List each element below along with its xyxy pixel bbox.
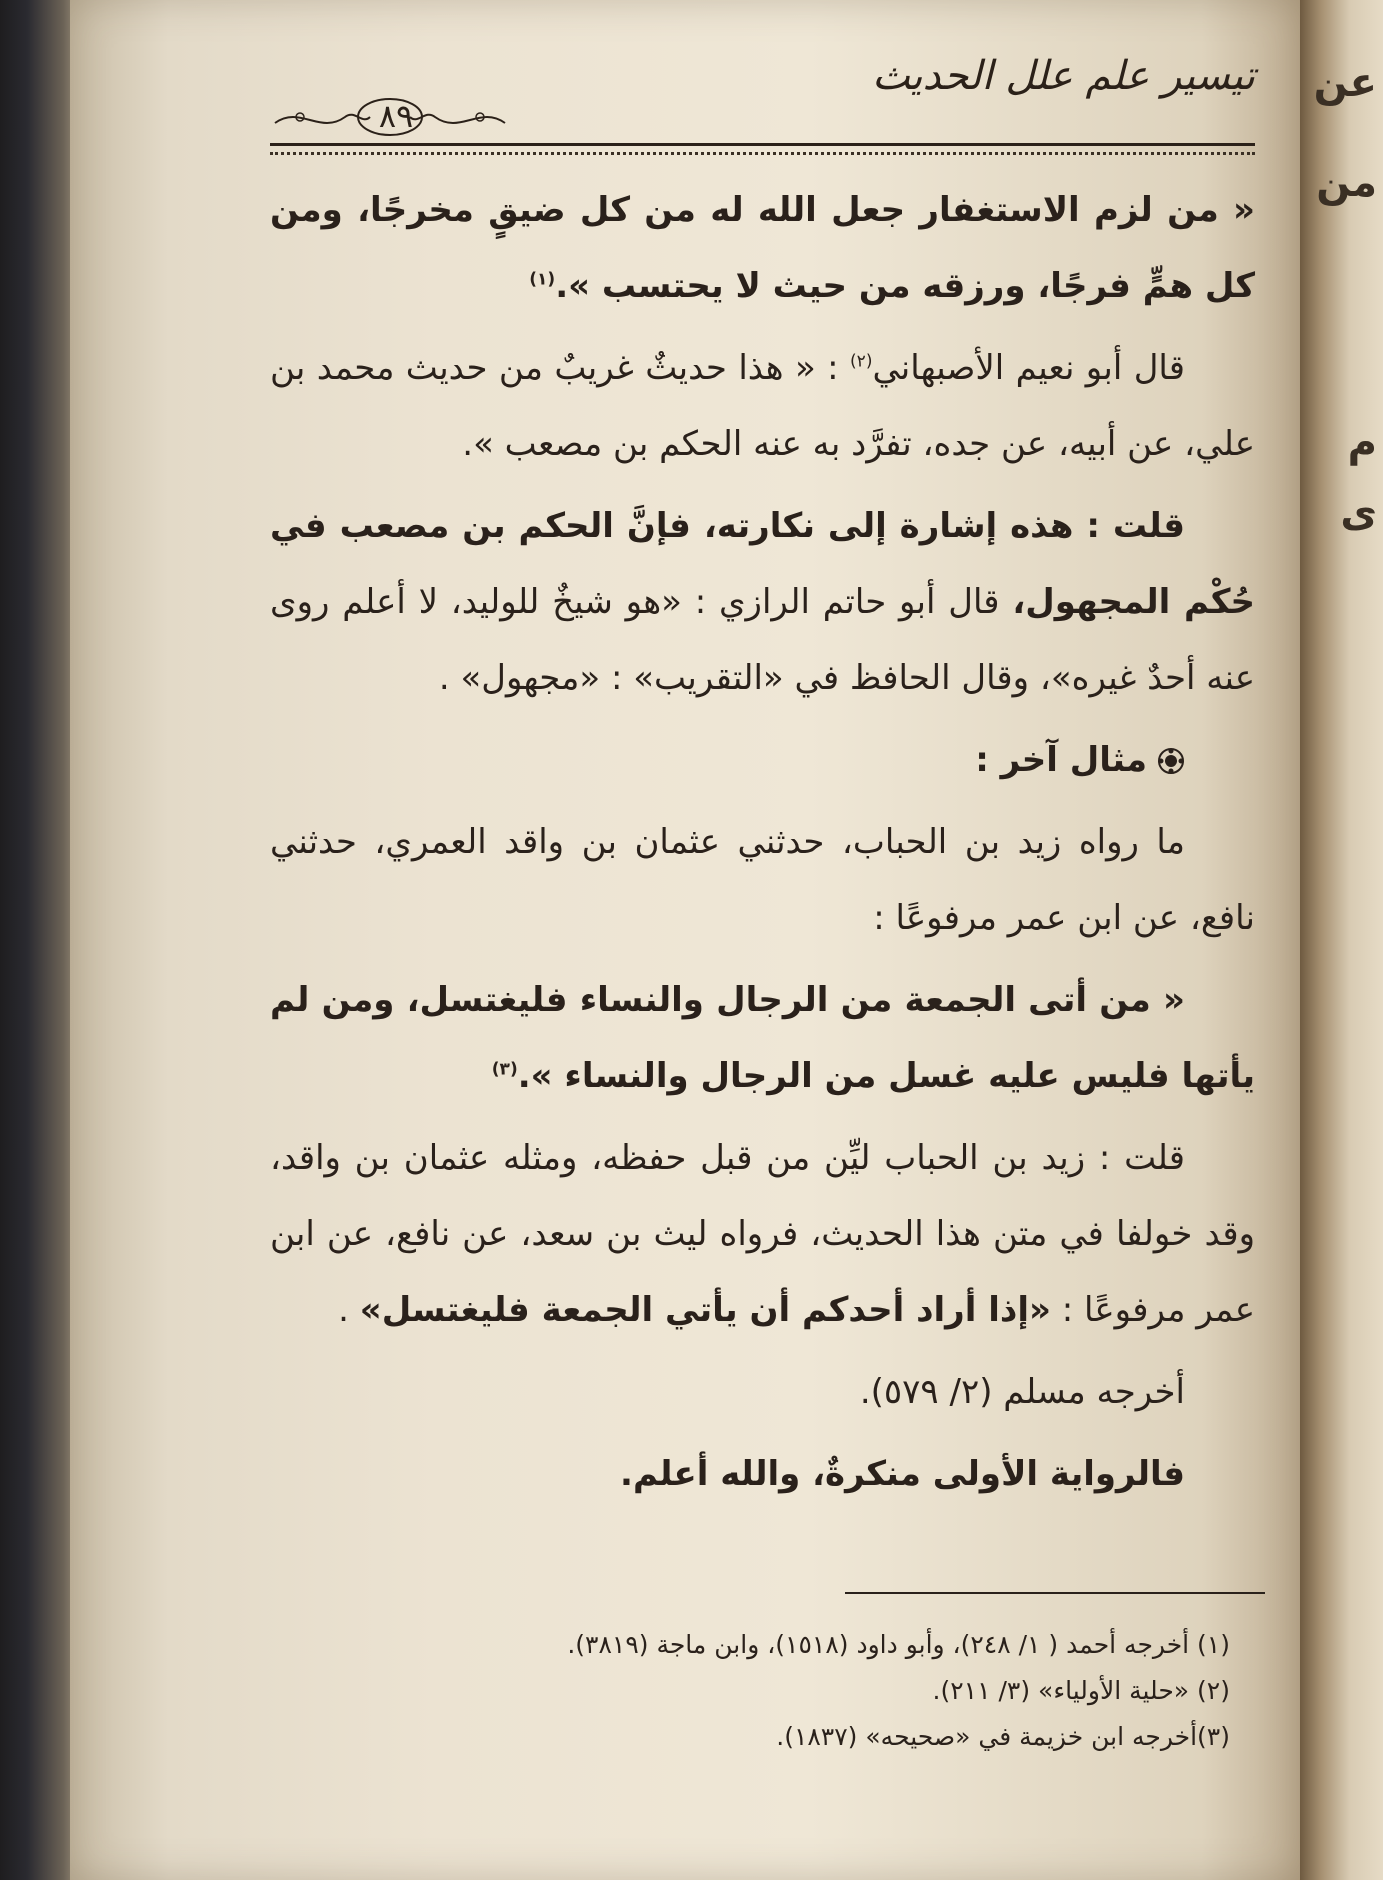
footnote-ref: (١): [529, 269, 556, 290]
footnote-ref: (٣): [491, 1059, 518, 1080]
page-body: [270, 172, 1255, 1518]
footnote-item: (١) أخرجه أحمد ( ١/ ٢٤٨)، وأبو داود (١٥١٨)، وابن ماجة (٣٨١٩).: [567, 1630, 1230, 1659]
hadith-line: فرجًا، ورزقه من حيث لا يحتسب ».: [555, 266, 1131, 306]
hadith-line: « من لزم الاستغفار جعل الله له من كل ضيقٍ مخرجًا، ومن كل همٍّ: [270, 190, 1255, 306]
footnote-rule: [845, 1592, 1265, 1594]
header-dotted-rule: [270, 152, 1255, 155]
section-heading-text: مثال آخر :: [975, 740, 1147, 780]
footnotes: [470, 1622, 1230, 1760]
paragraph-text: قال أبو حاتم الرازي : «هو شيخٌ للوليد، لا أعلم روى عنه أحدٌ غيره»، وقال الحافظ في «التقريب» : «مجهول» .: [270, 582, 1255, 698]
paragraph: [270, 1120, 1255, 1348]
paragraph: أخرجه مسلم (٢/ ٥٧٩).: [859, 1372, 1185, 1412]
hadith-quote: [270, 962, 1255, 1114]
page-number-ornament: [270, 95, 510, 139]
paragraph-quote: «إذا أراد أحدكم أن يأتي الجمعة فليغتسل»: [359, 1290, 1051, 1330]
paragraph-text: .: [338, 1290, 360, 1330]
flower-bullet-icon: [1157, 747, 1185, 775]
page-number: ٨٩: [378, 97, 414, 135]
footnote-item: (٣)أخرجه ابن خزيمة في «صحيحه» (١٨٣٧).: [776, 1722, 1230, 1751]
paragraph: ما رواه زيد بن الحباب، حدثني عثمان بن واقد العمري، حدثني نافع، عن ابن عمر مرفوعًا :: [270, 822, 1255, 938]
next-page-fragment: م: [1347, 420, 1377, 466]
hadith-quote: [270, 172, 1255, 324]
paragraph-text: قلت : هذه إشارة إلى نكارته، فإنَّ الحكم بن مصعب في حُكْم المجهول،: [270, 506, 1255, 622]
paragraph-text: : « هذا حديثٌ غريبٌ من حديث محمد بن علي، عن أبيه، عن جده، تفرَّد به عنه الحكم بن مصعب ».: [270, 348, 1255, 464]
header-rule: [270, 143, 1255, 146]
paragraph: [270, 330, 1255, 482]
paragraph: [270, 488, 1255, 716]
next-page-edge: [1300, 0, 1383, 1880]
paragraph-text: قال أبو نعيم الأصبهاني: [872, 348, 1186, 388]
footnote-item: (٢) «حلية الأولياء» (٣/ ٢١١).: [932, 1676, 1230, 1705]
running-title: تيسير علم علل الحديث: [872, 53, 1255, 99]
paragraph: فالرواية الأولى منكرةٌ، والله أعلم.: [620, 1454, 1185, 1494]
section-heading: [270, 722, 1255, 798]
footnote-ref: (٢): [850, 351, 873, 372]
hadith-line: « من أتى الجمعة من الرجال والنساء فليغتسل، ومن لم يأتها فليس عليه غسل من الرجال والنساء ».: [270, 980, 1255, 1096]
next-page-fragment: ى: [1340, 490, 1377, 536]
page-header: [270, 45, 1255, 155]
next-page-fragment: من: [1316, 160, 1377, 206]
next-page-fragment: عن: [1313, 60, 1377, 106]
paragraph-text: قلت : زيد بن الحباب ليِّن من قبل حفظه، ومثله عثمان بن واقد، وقد خولفا في متن هذا الحديث، فرواه ليث بن سعد، عن نافع، عن ابن عمر مرفوعًا :: [270, 1138, 1255, 1330]
